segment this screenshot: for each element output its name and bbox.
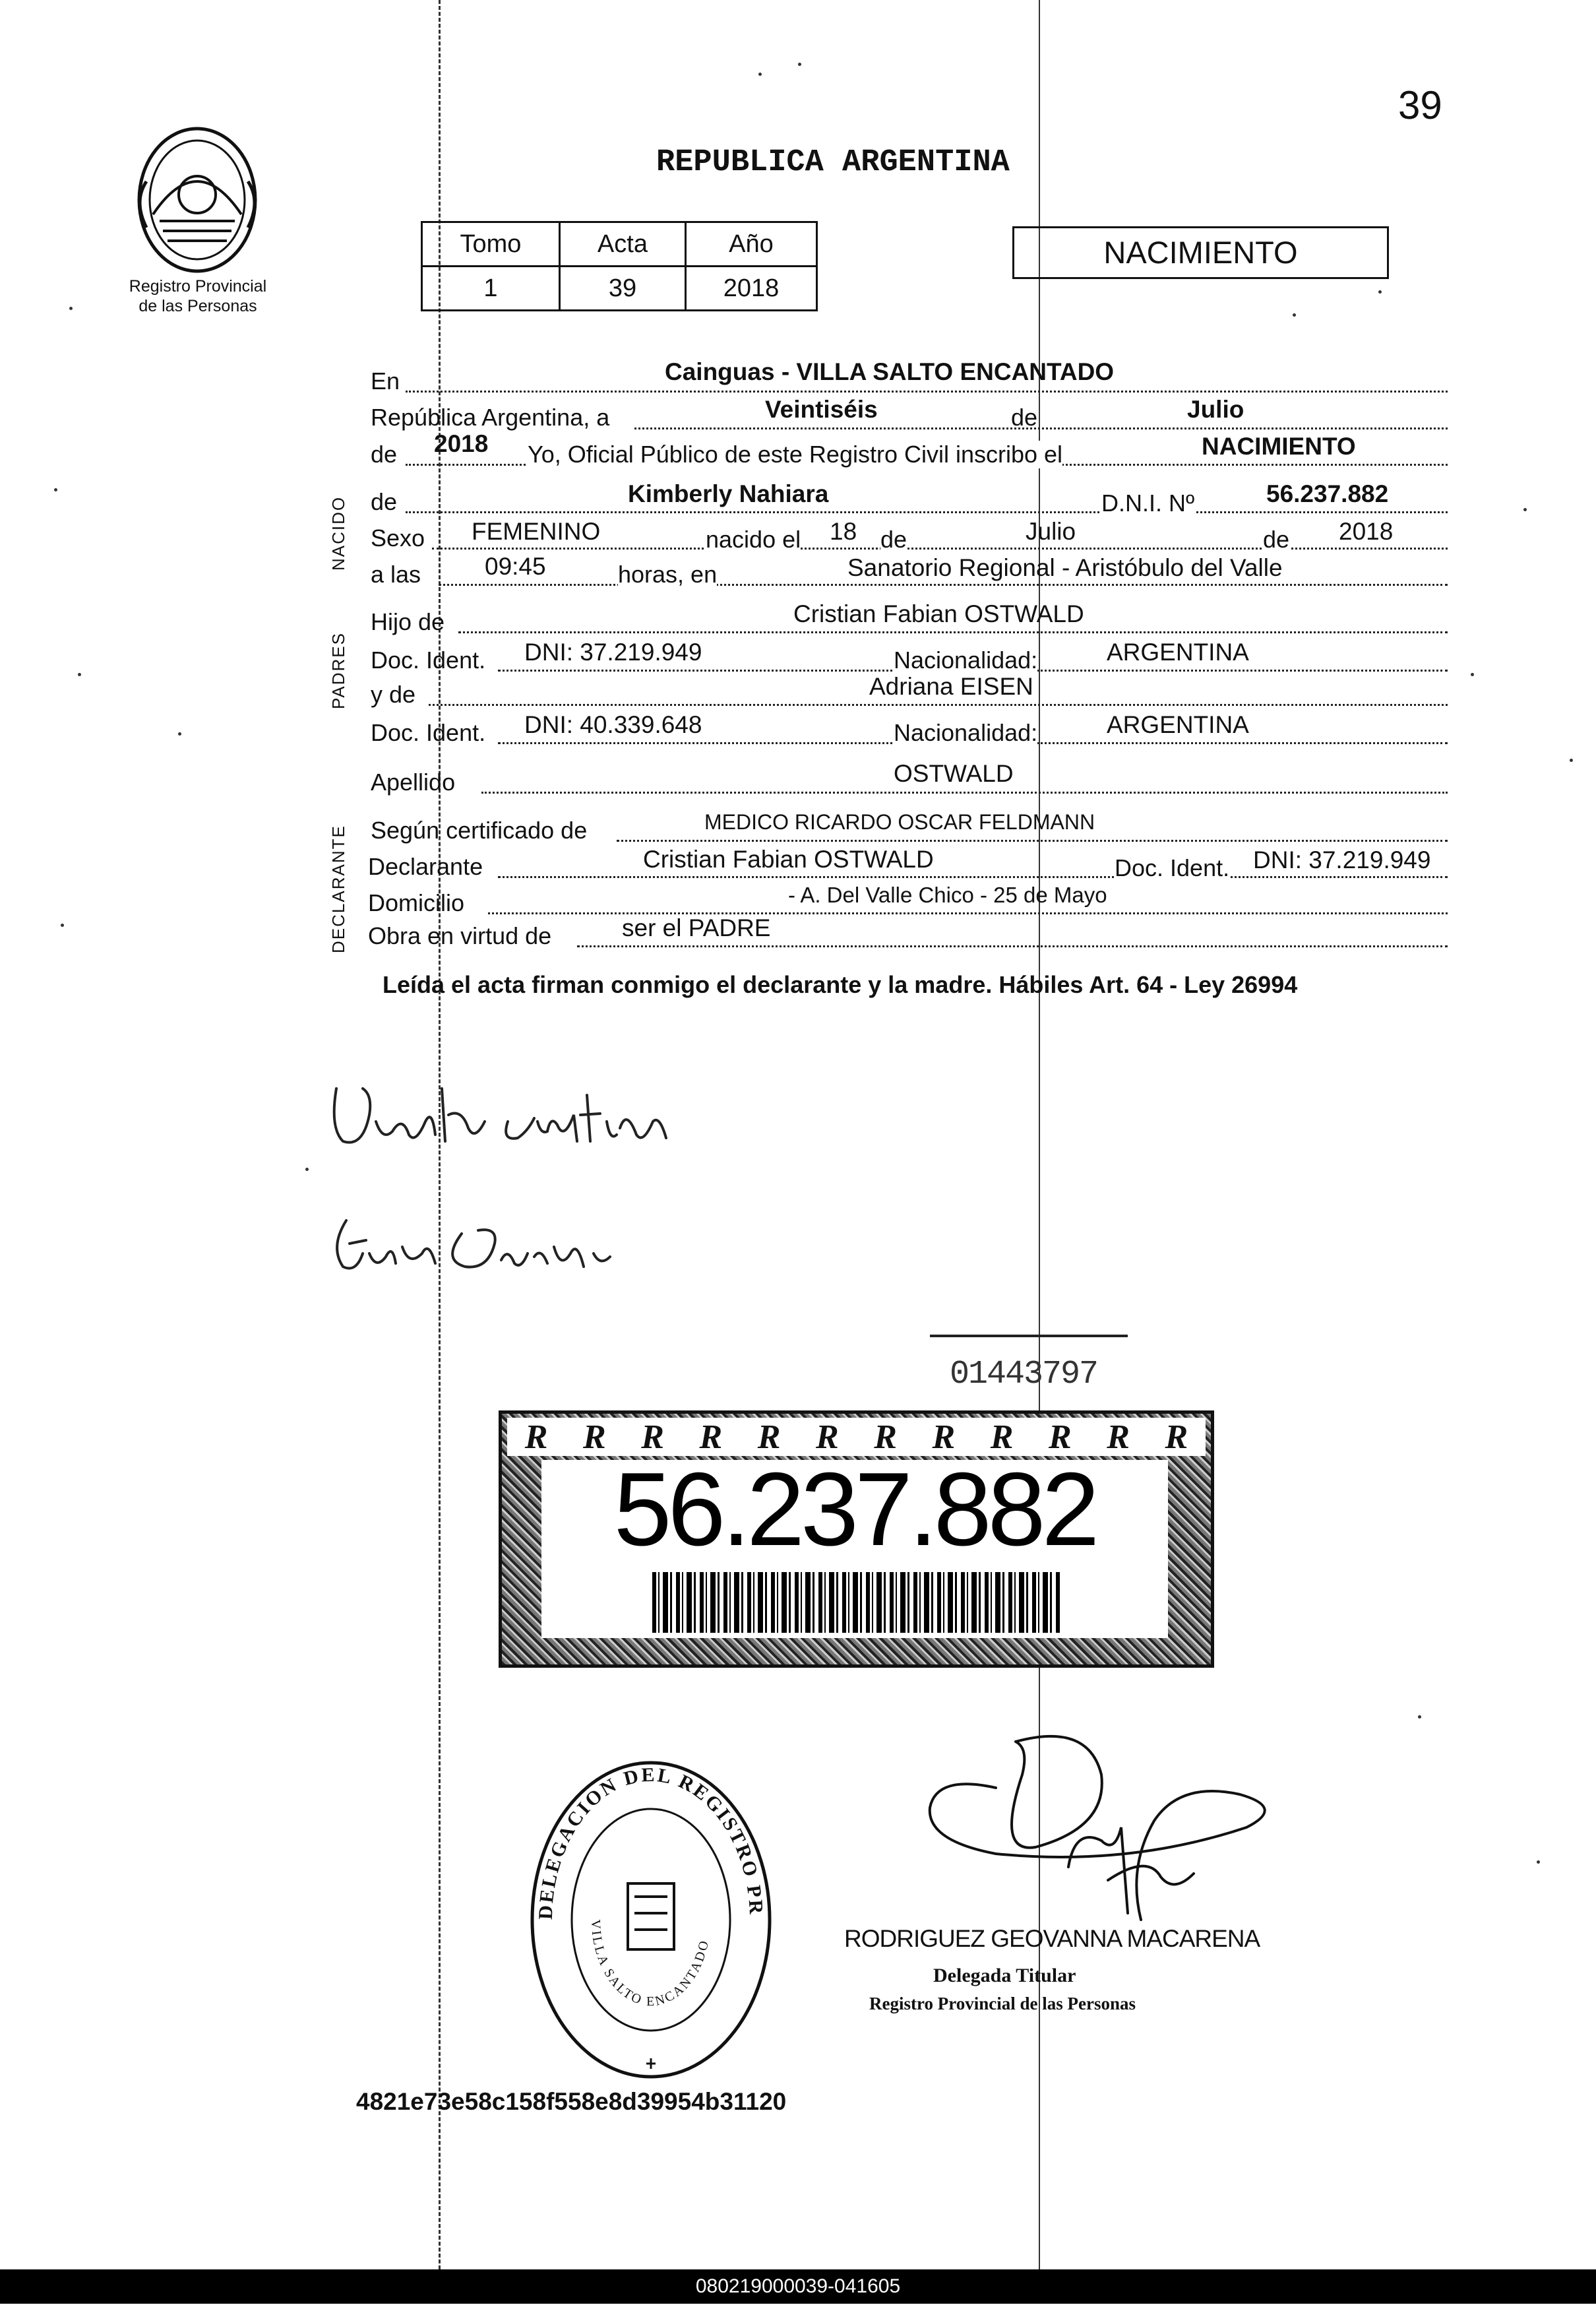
country-heading: REPUBLICA ARGENTINA: [656, 145, 1010, 180]
label-de-mes-nac: de: [880, 526, 907, 553]
record-type-label: NACIMIENTO: [1103, 235, 1298, 270]
value-nombre: Kimberly Nahiara: [628, 480, 829, 507]
footer-code: 080219000039-041605: [695, 2275, 901, 2297]
official-signature: [851, 1695, 1299, 1933]
value-mes: Julio: [1187, 396, 1244, 423]
official-office: Registro Provincial de las Personas: [869, 1994, 1136, 2013]
father-signature: [310, 1069, 679, 1161]
banner-letter: R: [757, 1418, 781, 1456]
label-obra: Obra en virtud de: [368, 922, 552, 949]
side-label-nacido: NACIDO: [328, 495, 348, 571]
banner-dni-number: 56.237.882: [613, 1451, 1096, 1567]
scan-speck: [54, 488, 57, 491]
dotted-line: [439, 584, 1448, 586]
value-mes-nac: Julio: [1026, 518, 1076, 545]
scan-speck: [1293, 313, 1296, 317]
dotted-line: [458, 631, 1448, 633]
stamp-inner-text: VILLA SALTO ENCANTADO: [588, 1919, 712, 2009]
serial-bar: [930, 1335, 1128, 1337]
dotted-line: [617, 840, 1448, 842]
table-value-anio: 2018: [685, 267, 816, 311]
banner-letter: R: [641, 1418, 664, 1456]
record-table: [421, 221, 818, 311]
label-a-las: a las: [371, 561, 421, 588]
registry-line-2: de las Personas: [138, 297, 257, 315]
side-label-padres: PADRES: [328, 632, 348, 709]
value-dia-nac: 18: [830, 518, 857, 545]
scan-speck: [1537, 1860, 1540, 1864]
table-value-tomo: 1: [422, 267, 560, 311]
scan-speck: [1378, 290, 1382, 294]
scan-speck: [1570, 759, 1573, 762]
label-doc-ident-declarante: Doc. Ident.: [1115, 854, 1230, 881]
dotted-line: [481, 792, 1448, 794]
table-value-acta: 39: [559, 267, 685, 311]
table-header-acta: Acta: [559, 222, 685, 267]
value-hora: 09:45: [485, 553, 546, 580]
value-anio: 2018: [434, 430, 489, 457]
dotted-line: [406, 391, 1448, 393]
value-dni: 56.237.882: [1266, 480, 1389, 507]
banner-letter: R: [1165, 1418, 1188, 1456]
banner-letter: R: [524, 1418, 548, 1456]
value-domicilio: - A. Del Valle Chico - 25 de Mayo: [788, 883, 1107, 907]
dotted-line: [634, 427, 1448, 429]
label-sexo: Sexo: [371, 524, 425, 552]
banner-pattern-row: [507, 1418, 1206, 1456]
label-en: En: [371, 367, 400, 395]
dotted-line: [406, 511, 1448, 513]
banner-letter: R: [874, 1418, 897, 1456]
banner-letter: R: [699, 1418, 723, 1456]
banner-letter: R: [932, 1418, 956, 1456]
value-padre: Cristian Fabian OSTWALD: [793, 600, 1084, 627]
scan-speck: [78, 673, 81, 676]
official-title: Delegada Titular: [933, 1965, 1076, 1986]
label-horas-en: horas, en: [618, 561, 718, 588]
scan-speck: [758, 73, 762, 76]
serial-number: 01443797: [950, 1356, 1098, 1393]
official-name: RODRIGUEZ GEOVANNA MACARENA: [844, 1925, 1260, 1952]
registry-line-1: Registro Provincial: [129, 277, 267, 296]
label-de-mes: de: [1011, 404, 1038, 431]
value-madre-nac: ARGENTINA: [1107, 711, 1249, 738]
banner-letter: R: [1049, 1418, 1072, 1456]
label-de-nombre: de: [371, 488, 398, 515]
value-tipo: NACIMIENTO: [1202, 433, 1356, 460]
dotted-line: [432, 548, 1448, 550]
label-doc-ident-madre: Doc. Ident.: [371, 719, 486, 746]
official-stamp: [522, 1755, 780, 2085]
label-dni: D.N.I. Nº: [1101, 490, 1195, 517]
value-declarante-doc: DNI: 37.219.949: [1253, 846, 1431, 873]
province-emblem: [127, 122, 268, 280]
banner-letter: R: [1107, 1418, 1130, 1456]
value-obra: ser el PADRE: [622, 914, 771, 941]
mother-signature: [310, 1207, 627, 1280]
record-type-box: [1012, 226, 1389, 279]
scan-speck: [69, 307, 73, 310]
label-republica: República Argentina, a: [371, 404, 610, 431]
closing-text: Leída el acta firman conmigo el declarante y la madre. Hábiles Art. 64 - Ley 26994: [383, 971, 1298, 998]
scan-speck: [61, 924, 64, 927]
scan-speck: [305, 1168, 309, 1171]
label-declarante: Declarante: [368, 853, 483, 880]
footer-bar: [0, 2269, 1596, 2304]
dotted-line: [429, 704, 1448, 706]
label-hijo-de: Hijo de: [371, 608, 445, 635]
scan-speck: [1418, 1715, 1421, 1719]
stamp-outer-text: DELEGACION DEL REGISTRO PR: [534, 1763, 768, 1920]
label-de-anio: de: [371, 441, 398, 468]
scan-speck: [798, 63, 801, 66]
value-declarante: Cristian Fabian OSTWALD: [643, 846, 934, 873]
label-nacido-el: nacido el: [706, 526, 801, 553]
page-number: 39: [1398, 83, 1442, 127]
svg-text:VILLA SALTO ENCANTADO: [588, 1919, 712, 2009]
banner-letter: R: [816, 1418, 839, 1456]
scan-speck: [178, 732, 181, 736]
value-lugar: Cainguas - VILLA SALTO ENCANTADO: [665, 358, 1115, 385]
dotted-line: [498, 876, 1448, 878]
dni-banner: [499, 1410, 1214, 1668]
table-header-tomo: Tomo: [422, 222, 560, 267]
value-certificado: MEDICO RICARDO OSCAR FELDMANN: [704, 810, 1095, 834]
label-yo: Yo, Oficial Público de este Registro Civil inscribo el: [528, 441, 1063, 468]
misiones-emblem-icon: [127, 122, 268, 280]
label-nacionalidad-padre: Nacionalidad:: [894, 647, 1038, 674]
table-header-anio: Año: [685, 222, 816, 267]
scan-speck: [1471, 673, 1474, 676]
value-anio-nac: 2018: [1339, 518, 1394, 545]
label-domicilio: Domicilio: [368, 889, 465, 916]
dotted-line: [577, 945, 1448, 947]
svg-text:DELEGACION DEL REGISTRO PROVIN: [522, 1755, 767, 1920]
document-hash: 4821e73e58c158f558e8d39954b31120: [356, 2088, 787, 2115]
label-doc-ident-padre: Doc. Ident.: [371, 647, 486, 674]
label-segun: Según certificado de: [371, 817, 588, 844]
scan-speck: [1523, 508, 1527, 511]
value-sexo: FEMENINO: [472, 518, 601, 545]
value-madre-doc: DNI: 40.339.648: [524, 711, 702, 738]
banner-letter: R: [990, 1418, 1014, 1456]
value-padre-doc: DNI: 37.219.949: [524, 639, 702, 666]
barcode: [652, 1572, 1061, 1633]
value-apellido: OSTWALD: [894, 760, 1014, 787]
label-apellido: Apellido: [371, 769, 456, 796]
label-nacionalidad-madre: Nacionalidad:: [894, 719, 1038, 746]
side-label-declarante: DECLARANTE: [328, 825, 348, 953]
value-lugar-nac: Sanatorio Regional - Aristóbulo del Valle: [847, 554, 1283, 581]
value-dia: Veintiséis: [765, 396, 878, 423]
label-y-de: y de: [371, 681, 416, 708]
value-madre: Adriana EISEN: [869, 673, 1033, 700]
value-padre-nac: ARGENTINA: [1107, 639, 1249, 666]
banner-letter: R: [583, 1418, 606, 1456]
label-de-anio-nac: de: [1263, 526, 1290, 553]
